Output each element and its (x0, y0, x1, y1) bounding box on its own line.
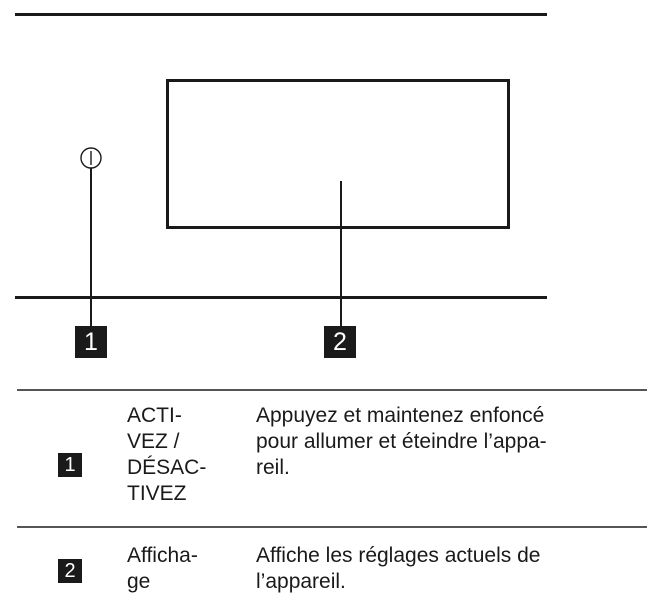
panel-bottom-edge (15, 296, 547, 299)
row-control-description: Affiche les réglages actuels de l’appareil. (256, 544, 541, 593)
callout-1-label: 1 (75, 326, 107, 358)
row-control-name: Afficha- ge (127, 544, 198, 593)
table-row-divider (17, 526, 647, 528)
callout-2-label: 2 (324, 326, 356, 358)
row-control-description: Appuyez et maintenez enfoncé pour allumer et éteindre l’appa- reil. (256, 404, 547, 479)
callout-2-leader-line (340, 181, 342, 328)
display-screen (166, 79, 510, 229)
table-top-divider (17, 389, 647, 391)
power-button-icon (79, 146, 103, 170)
callout-1-leader-line (90, 168, 92, 328)
row-control-name: ACTI- VEZ / DÉSAC- TIVEZ (127, 404, 207, 505)
row-number-badge: 1 (58, 453, 82, 477)
panel-top-edge (15, 13, 547, 16)
row-number-badge: 2 (58, 559, 82, 583)
